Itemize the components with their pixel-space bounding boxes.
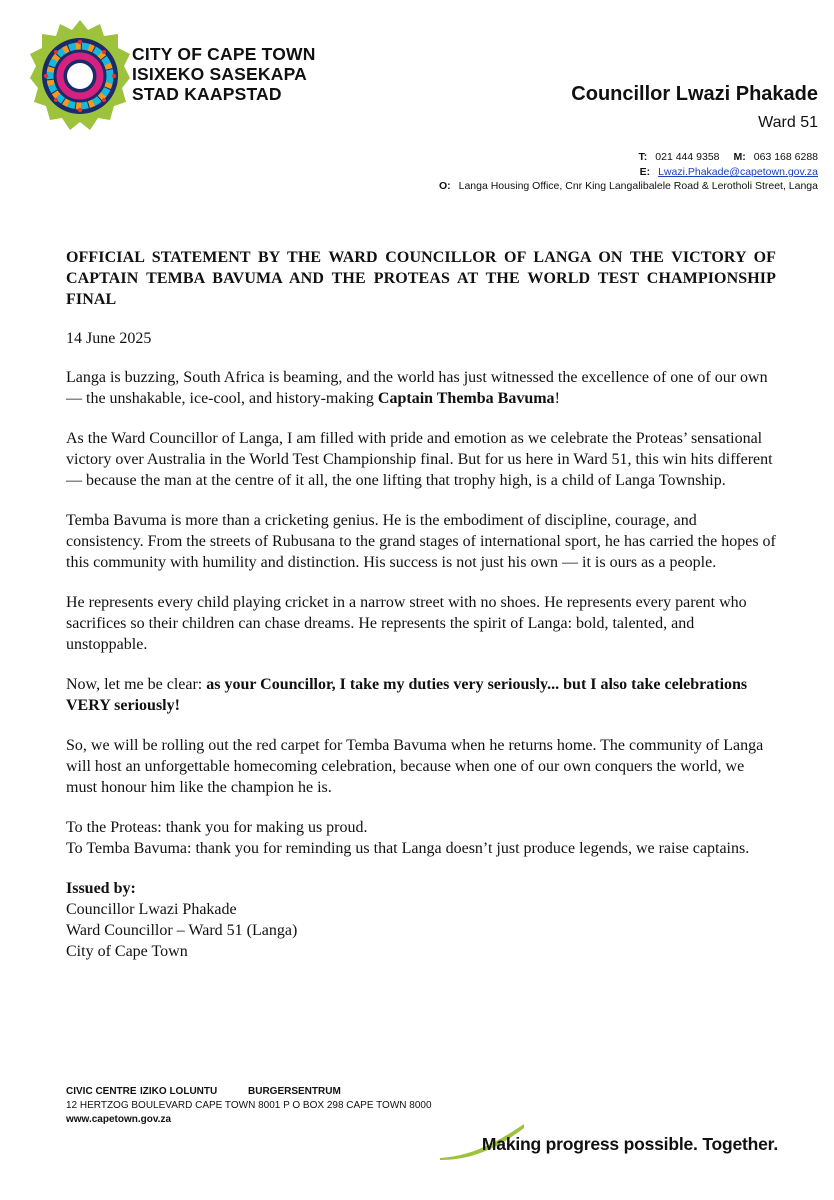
office-label: O:	[438, 180, 451, 192]
statement-title: OFFICIAL STATEMENT BY THE WARD COUNCILLOR OF LANGA ON THE VICTORY OF CAPTAIN TEMBA BAVUMA AND THE PROTEAS AT THE WORLD TEST CHAMPIONSHIP FINAL	[66, 249, 776, 308]
statement-body	[66, 247, 776, 962]
paragraph-1	[66, 367, 776, 409]
contact-phones	[639, 151, 818, 163]
issued-by-name: Councillor Lwazi Phakade	[66, 901, 237, 918]
city-of-cape-town-logo	[30, 20, 130, 132]
issued-by-role: Ward Councillor – Ward 51 (Langa)	[66, 922, 298, 939]
city-name-afrikaans: STAD KAAPSTAD	[132, 84, 282, 104]
paragraph-5-text: Now, let me be clear:	[66, 676, 207, 693]
closing-line-1: To the Proteas: thank you for making us proud.	[66, 819, 368, 836]
phone-label: T:	[638, 151, 648, 163]
ward-number: Ward 51	[758, 114, 818, 131]
office-address: Langa Housing Office, Cnr King Langalibalele Road & Lerotholi Street, Langa	[458, 180, 818, 192]
footer-website[interactable]: www.capetown.gov.za	[66, 1114, 172, 1125]
paragraph-1-text: Langa is buzzing, South Africa is beaming, and the world has just witnessed the excellence of one of our own — the unshakable, ice-cool, and history-making	[66, 369, 768, 407]
issued-by-block	[66, 878, 776, 962]
footer	[66, 1086, 432, 1125]
statement-date: 14 June 2025	[66, 330, 152, 347]
issued-by-organisation: City of Cape Town	[66, 943, 188, 960]
footer-label-xhosa: IZIKO LOLUNTU	[140, 1086, 218, 1097]
footer-label-english: CIVIC CENTRE	[66, 1086, 137, 1097]
mobile-label: M:	[733, 151, 746, 163]
mobile-number: 063 168 6288	[753, 151, 818, 163]
paragraph-2: As the Ward Councillor of Langa, I am filled with pride and emotion as we celebrate the Proteas’ sensational victory over Australia in the World Test Championship final. But for us here in Ward 51, this win hits different — because the man at the centre of it all, the one lifting that trophy high, is a child of Langa Township.	[66, 430, 773, 489]
issued-by-label: Issued by:	[66, 880, 136, 897]
city-name-block	[132, 44, 316, 104]
paragraph-5-bold: as your Councillor, I take my duties very seriously... but I also take celebrations VERY seriously!	[66, 676, 748, 714]
email-label: E:	[639, 166, 651, 178]
phone-number: 021 444 9358	[655, 151, 720, 163]
closing-line-2: To Temba Bavuma: thank you for reminding us that Langa doesn’t just produce legends, we raise captains.	[66, 840, 750, 857]
email-link[interactable]: Lwazi.Phakade@capetown.gov.za	[658, 166, 818, 178]
paragraph-6: So, we will be rolling out the red carpet for Temba Bavuma when he returns home. The community of Langa will host an unforgettable homecoming celebration, because when one of our own conquers the world, we must honour him like the champion he is.	[66, 737, 764, 796]
city-name-english: CITY OF CAPE TOWN	[132, 44, 316, 64]
paragraph-4: He represents every child playing cricket in a narrow street with no shoes. He represents every parent who sacrifices so their children can chase dreams. He represents the spirit of Langa: bold, talented, and unstoppable.	[66, 594, 747, 653]
city-name-xhosa: ISIXEKO SASEKAPA	[132, 64, 307, 84]
contact-email	[640, 166, 818, 178]
paragraph-3: Temba Bavuma is more than a cricketing genius. He is the embodiment of discipline, courage, and consistency. From the streets of Rubusana to the grand stages of international sport, he has carried the hopes of this community with humility and distinction. His success is not just his own — it is ours as a people.	[66, 512, 776, 571]
tagline: Making progress possible. Together.	[481, 1134, 778, 1154]
councillor-name: Councillor Lwazi Phakade	[571, 83, 818, 105]
paragraph-1-end: !	[554, 390, 560, 407]
paragraph-5	[66, 674, 776, 716]
contact-office	[439, 180, 818, 192]
footer-address: 12 HERTZOG BOULEVARD CAPE TOWN 8001 P O BOX 298 CAPE TOWN 8000	[66, 1100, 432, 1111]
paragraph-1-bold: Captain Themba Bavuma	[377, 390, 555, 407]
footer-labels	[66, 1086, 432, 1097]
footer-label-afrikaans: BURGERSENTRUM	[248, 1086, 341, 1097]
closing-remarks	[66, 817, 776, 859]
